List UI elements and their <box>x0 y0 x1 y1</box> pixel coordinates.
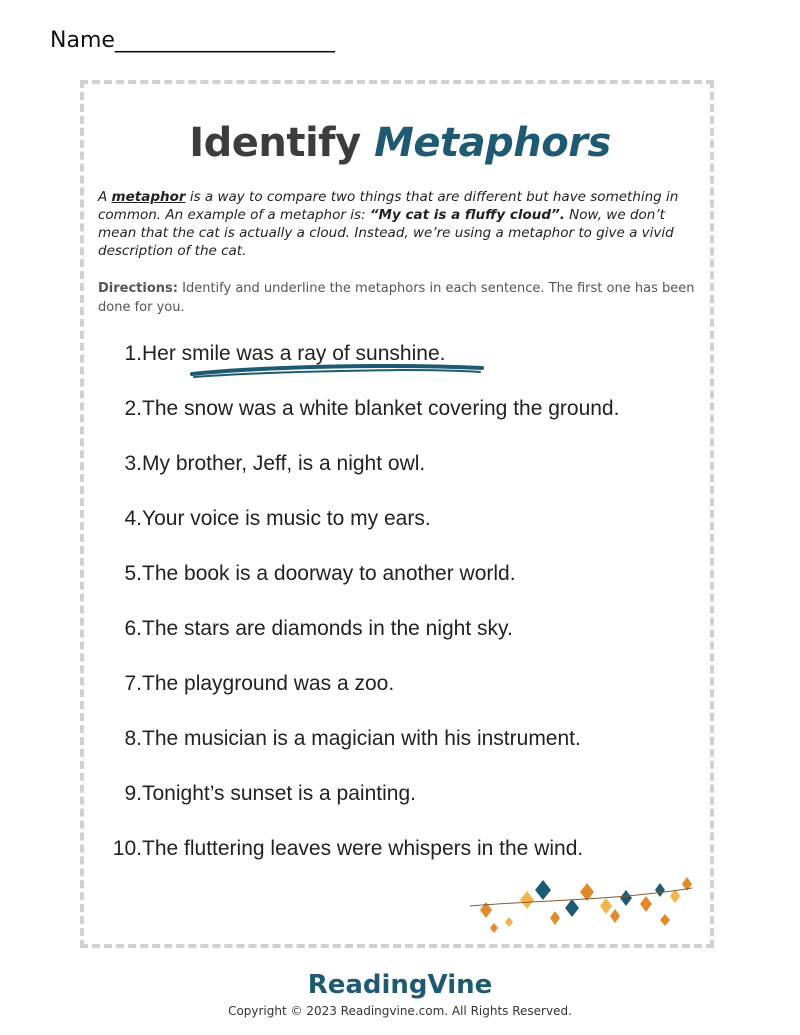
sentence-number: 1. <box>124 342 142 365</box>
sentence-text[interactable]: Her smile was a ray of sunshine. <box>142 342 446 365</box>
sentence-text[interactable]: The book is a doorway to another world. <box>142 562 516 585</box>
readingvine-logo: ReadingVine <box>307 970 493 1000</box>
sentence-number: 4. <box>124 507 142 530</box>
sentence-number: 10. <box>112 837 142 860</box>
page-title <box>0 120 800 166</box>
sentence-text[interactable]: Your voice is music to my ears. <box>142 507 431 530</box>
sentence-item[interactable] <box>100 395 710 450</box>
sentence-item[interactable] <box>100 560 710 615</box>
sentence-text[interactable]: The fluttering leaves were whispers in the wind. <box>142 837 584 860</box>
sentence-number: 5. <box>124 562 142 585</box>
intro-text-3: Now, we don’t mean that the cat is actually a cloud. Instead, we’re using a metaphor to give a vivid description of the cat. <box>98 207 674 259</box>
sentence-item[interactable] <box>100 505 710 560</box>
title-metaphors: Metaphors <box>374 120 611 166</box>
sentence-list <box>100 340 710 890</box>
intro-text-1: A <box>98 189 112 205</box>
sentence-number: 9. <box>124 782 142 805</box>
autumn-leaves-icon <box>460 870 700 942</box>
sentence-text[interactable]: My brother, Jeff, is a night owl. <box>142 452 426 475</box>
sentence-number: 2. <box>124 397 142 420</box>
sentence-number: 6. <box>124 617 142 640</box>
sentence-number: 8. <box>124 727 142 750</box>
directions-text: Identify and underline the metaphors in each sentence. The first one has been done for you. <box>98 281 695 315</box>
intro-example: “My cat is a fluffy cloud”. <box>369 207 565 223</box>
title-identify: Identify <box>189 120 361 166</box>
sentence-item[interactable] <box>100 780 710 835</box>
sentence-text[interactable]: The musician is a magician with his instrument. <box>142 727 581 750</box>
sentence-number: 7. <box>124 672 142 695</box>
sentence-text[interactable]: The snow was a white blanket covering the ground. <box>142 397 620 420</box>
sentence-text[interactable]: The stars are diamonds in the night sky. <box>142 617 513 640</box>
copyright: Copyright © 2023 Readingvine.com. All Rights Reserved. <box>228 1004 572 1018</box>
name-line[interactable]: Name____________________ <box>50 28 335 53</box>
sentence-text[interactable]: The playground was a zoo. <box>142 672 395 695</box>
sentence-text[interactable]: Tonight’s sunset is a painting. <box>142 782 416 805</box>
sentence-item[interactable] <box>100 725 710 780</box>
directions-label: Directions: <box>98 281 178 296</box>
directions <box>98 279 698 317</box>
intro-keyword: metaphor <box>111 189 186 205</box>
sentence-number: 3. <box>124 452 142 475</box>
sentence-item[interactable] <box>100 450 710 505</box>
sentence-item[interactable] <box>100 670 710 725</box>
sentence-item[interactable] <box>100 615 710 670</box>
intro-text-2: is a way to compare two things that are different but have something in common. An example of a metaphor is: <box>98 189 679 223</box>
intro-paragraph <box>98 188 702 260</box>
sentence-item[interactable] <box>100 340 710 395</box>
